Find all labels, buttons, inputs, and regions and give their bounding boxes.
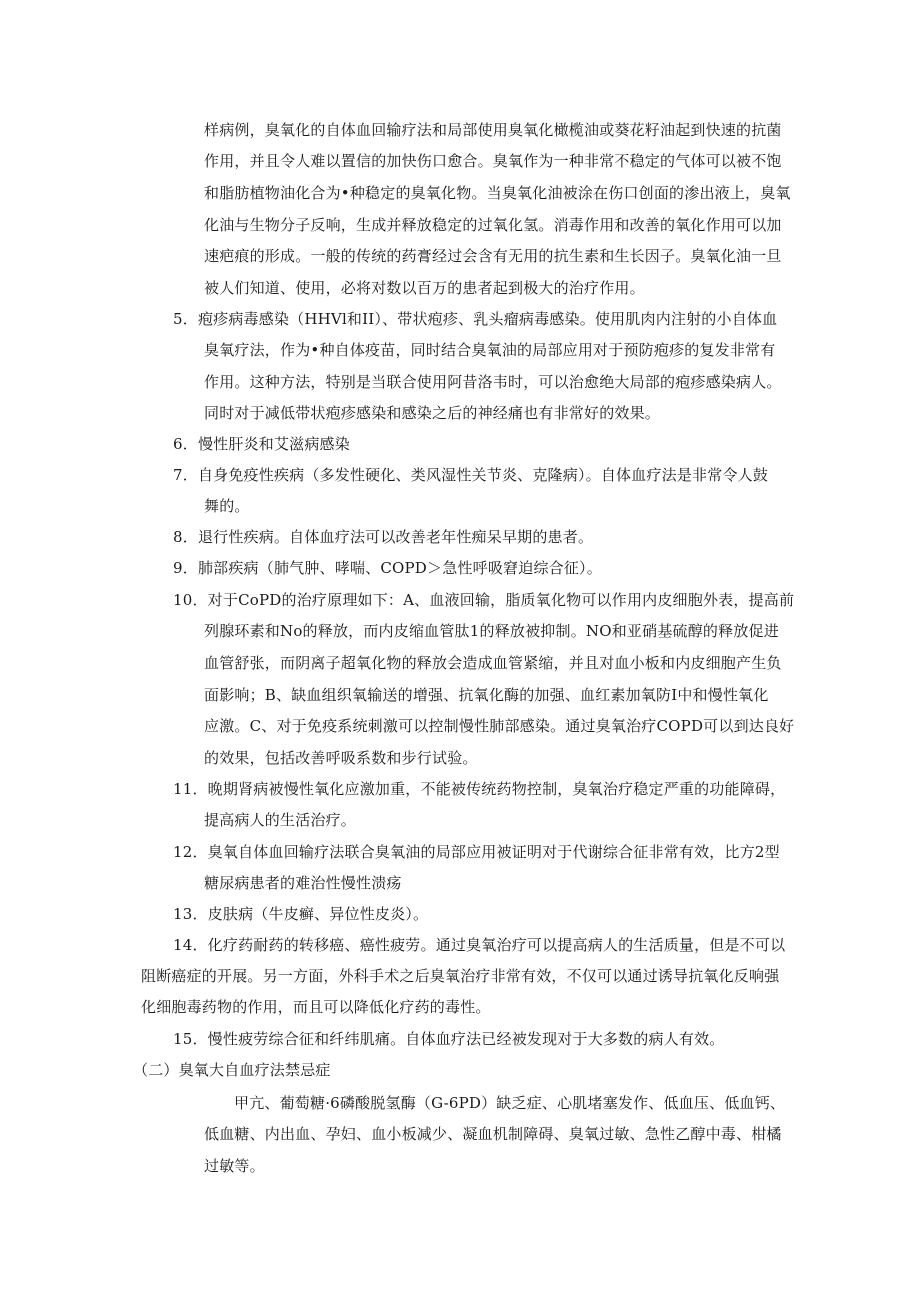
text-line: 阻断癌症的开展。另一方面，外科手术之后臭氧治疗非常有效，不仅可以通过诱导抗氧化反响强 [141, 967, 780, 985]
text-line: 的效果，包括改善呼吸系数和步行试验。 [204, 749, 478, 767]
list-item-9: 9．肺部疾病（肺气肿、哮喘、COPD＞急性呼吸窘迫综合征）。 [173, 559, 602, 577]
list-item-7: 7．自身免疫性疾病（多发性硬化、类风湿性关节炎、克隆病）。自体血疗法是非常令人鼓 [173, 466, 769, 484]
text-line: 被人们知道、使用，必将对数以百万的患者起到极大的治疗作用。 [204, 279, 645, 297]
list-item-6: 6．慢性肝炎和艾滋病感染 [173, 435, 350, 453]
list-item-5: 5．疱疹病毒感染（HHVl和II）、带状疱疹、乳头瘤病毒感染。使用肌肉内注射的小自体血 [173, 310, 778, 328]
section-heading: （二）臭氧大自血疗法禁忌症 [133, 1061, 331, 1079]
list-item-10: 10．对于CoPD的治疗原理如下：A、血液回输，脂质氧化物可以作用内皮细胞外表，提高前 [173, 591, 795, 609]
text-line: 化细胞毒药物的作用，而且可以降低化疗药的毒性。 [141, 998, 491, 1016]
text-line: 列腺环素和No的释放，而内皮缩血管肽1的释放被抑制。NO和亚硝基硫醇的释放促进 [204, 622, 779, 640]
text-line: 过敏等。 [204, 1157, 265, 1175]
text-line: 面影响；B、缺血组织氧输送的增强、抗氧化酶的加强、血红素加氧防I中和慢性氧化 [204, 686, 769, 704]
text-line: 作用。这种方法，特别是当联合使用阿昔洛韦时，可以治愈绝大局部的疱疹感染病人。 [204, 373, 782, 391]
text-line: 速疤痕的形成。一般的传统的药膏经过会含有无用的抗生素和生长因子。臭氧化油一旦 [204, 247, 782, 265]
text-line: 化油与生物分子反响，生成并释放稳定的过氧化氢。消毒作用和改善的氧化作用可以加 [204, 216, 782, 234]
text-line: 提高病人的生活治疗。 [204, 811, 357, 829]
list-item-12: 12．臭氧自体血回输疗法联合臭氧油的局部应用被证明对于代谢综合征非常有效，比方2型 [173, 843, 780, 861]
text-line: 样病例，臭氧化的自体血回输疗法和局部使用臭氧化橄榄油或葵花籽油起到快速的抗菌 [204, 121, 782, 139]
text-line: 应激。C、对于免疫系统刺激可以控制慢性肺部感染。通过臭氧治疗COPD可以到达良好 [204, 717, 795, 735]
text-line: 同时对于减低带状疱疹感染和感染之后的神经痛也有非常好的效果。 [204, 404, 661, 422]
text-line: 低血糖、内出血、孕妇、血小板减少、凝血机制障碍、臭氧过敏、急性乙醇中毒、柑橘 [204, 1125, 782, 1143]
text-line: 臭氧疗法，作为•种自体疫苗，同时结合臭氧油的局部应用对于预防疱疹的复发非常有 [204, 341, 776, 359]
text-line: 血管舒张，而阴离子超氧化物的释放会造成血管紧缩，并且对血小板和内皮细胞产生负 [204, 654, 782, 672]
list-item-14: 14．化疗药耐药的转移癌、癌性疲劳。通过臭氧治疗可以提高病人的生活质量，但是不可以 [173, 936, 786, 954]
text-line: 糖尿病患者的难治性慢性溃疡 [204, 874, 402, 892]
list-item-11: 11．晚期肾病被慢性氧化应激加重，不能被传统药物控制，臭氧治疗稳定严重的功能障碍， [173, 780, 786, 798]
text-line: 和脂肪植物油化合为•种稳定的臭氧化物。当臭氧化油被涂在伤口创面的渗出液上，臭氧 [204, 184, 791, 202]
text-line: 作用，并且令人难以置信的加快伤口愈合。臭氧作为一种非常不稳定的气体可以被不饱 [204, 152, 782, 170]
text-line: 甲亢、葡萄糖·6磷酸脱氢酶（G-6PD）缺乏症、心肌堵塞发作、低血压、低血钙、 [234, 1094, 786, 1112]
list-item-13: 13．皮肤病（牛皮癣、异位性皮炎）。 [173, 905, 429, 923]
text-line: 舞的。 [204, 497, 250, 515]
list-item-8: 8．退行性疾病。自体血疗法可以改善老年性痴呆早期的患者。 [173, 528, 594, 546]
list-item-15: 15．慢性疲劳综合征和纤纬肌痛。自体血疗法已经被发现对于大多数的病人有效。 [173, 1030, 725, 1048]
